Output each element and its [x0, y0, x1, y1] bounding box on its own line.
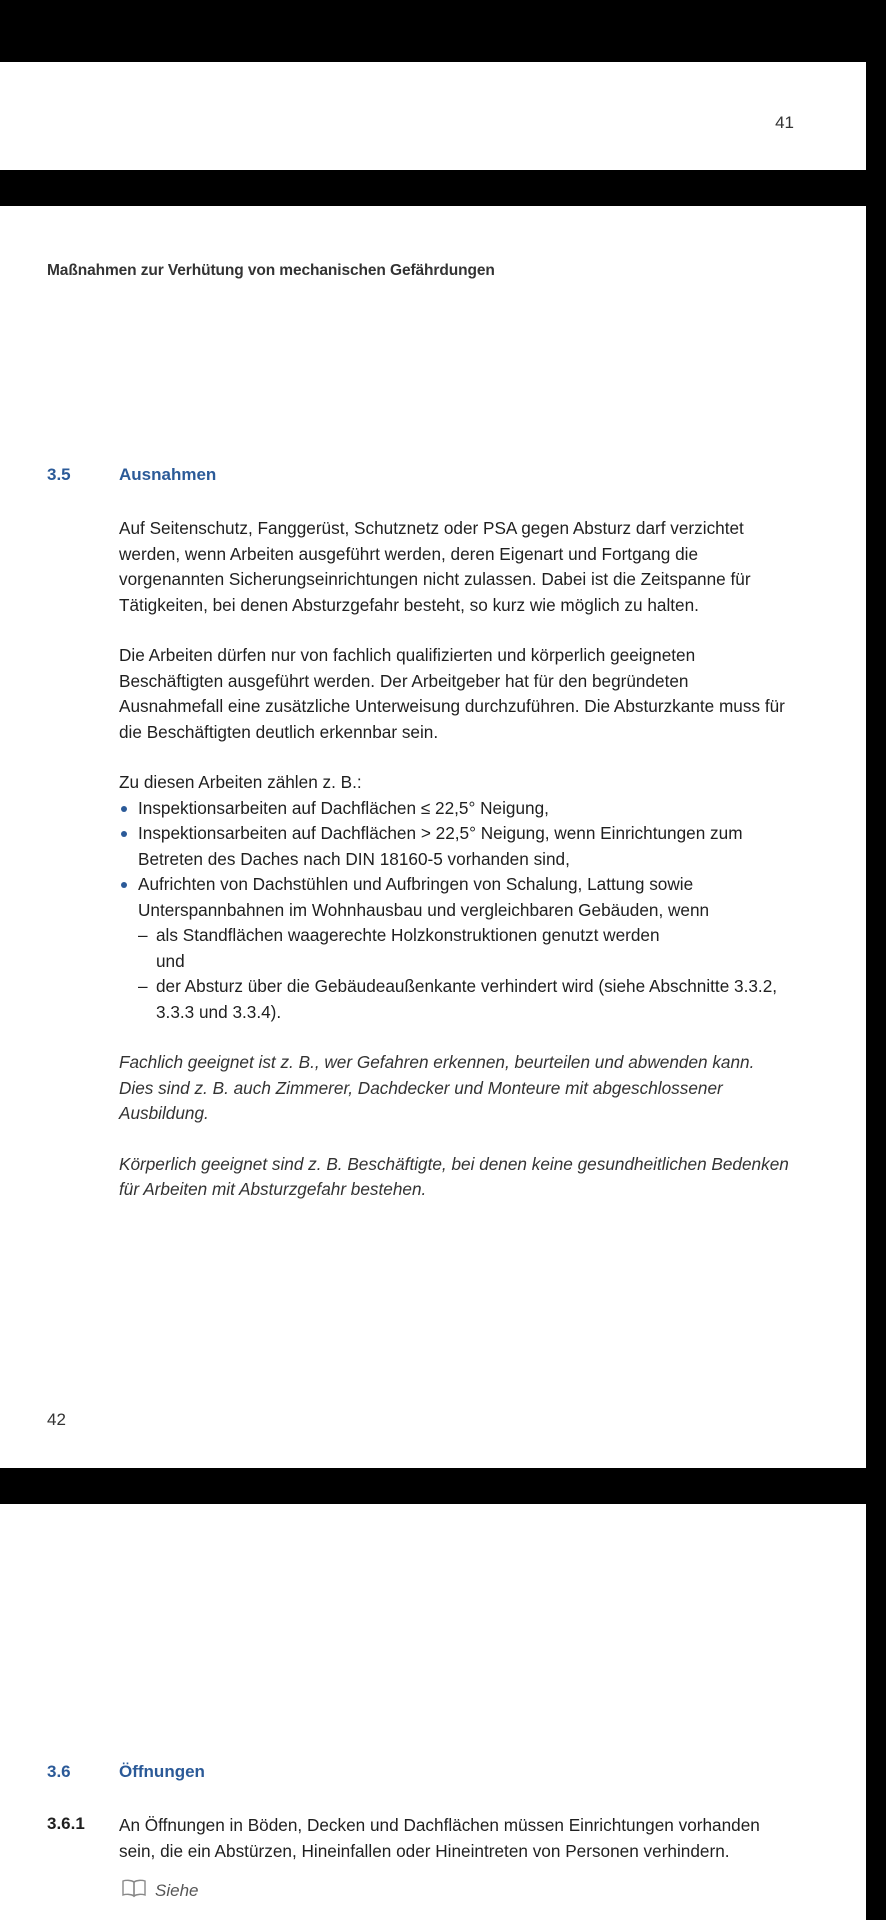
- section-title: Ausnahmen: [119, 465, 217, 484]
- sub-connector: und: [156, 950, 185, 971]
- list-item-text: Inspektionsarbeiten auf Dachflächen ≤ 22,5° Neigung,: [138, 797, 549, 818]
- sub-list-item: [138, 974, 791, 1025]
- page-number: 42: [47, 1410, 66, 1429]
- book-icon: [121, 1878, 147, 1903]
- section-number: 3.6: [47, 1762, 71, 1781]
- page-41-fragment: [0, 62, 866, 170]
- see-label: Siehe: [155, 1880, 199, 1900]
- subsection-text: An Öffnungen in Böden, Decken und Dachflächen müssen Einrichtungen vorhanden sein, die ein Abstürzen, Hineinfallen oder Hineintreten von Personen verhindern.: [119, 1815, 760, 1861]
- running-head: Maßnahmen zur Verhütung von mechanischen Gefährdungen: [47, 262, 495, 279]
- list-intro: Zu diesen Arbeiten zählen z. B.:: [119, 772, 362, 792]
- list-item-text: Inspektionsarbeiten auf Dachflächen > 22,5° Neigung, wenn Einrichtungen zum Betreten des Daches nach DIN 18160-5 vorhanden sind,: [138, 823, 743, 869]
- note-2: Körperlich geeignet sind z. B. Beschäftigte, bei denen keine gesundheitlichen Bedenken für Arbeiten mit Absturzgefahr bestehen.: [119, 1153, 789, 1199]
- note-1: Fachlich geeignet ist z. B., wer Gefahren erkennen, beurteilen und abwenden kann. Dies sind z. B. auch Zimmerer, Dachdecker und Monteure mit abgeschlossener Ausbildung.: [119, 1052, 755, 1123]
- page-43-fragment: [0, 1504, 866, 1920]
- section-title: Öffnungen: [119, 1762, 205, 1781]
- sub-list: [138, 923, 791, 1025]
- list-item: [119, 821, 791, 872]
- see-reference[interactable]: [121, 1878, 198, 1903]
- section-number: 3.5: [47, 465, 71, 484]
- page-number: 41: [775, 113, 794, 132]
- paragraph-2: Die Arbeiten dürfen nur von fachlich qualifizierten und körperlich geeigneten Beschäftigten ausgeführt werden. Der Arbeitgeber hat für den begründeten Ausnahmefall eine zusätzliche Unterweisung durchzuführen. Die Absturzkante muss für die Beschäftigten deutlich erkennbar sein.: [119, 645, 785, 742]
- list-item: [119, 796, 791, 822]
- sub-item-text: als Standflächen waagerechte Holzkonstruktionen genutzt werden: [156, 925, 660, 945]
- sub-list-item: [138, 923, 791, 974]
- paragraph-1: Auf Seitenschutz, Fanggerüst, Schutznetz oder PSA gegen Absturz darf verzichtet werden, wenn Arbeiten ausgeführt werden, deren Eigenart und Fortgang die vorgenannten Sicherungseinrichtungen nicht zulassen. Dabei ist die Zeitspanne für Tätigkeiten, bei denen Absturzgefahr besteht, so kurz wie möglich zu halten.: [119, 518, 751, 615]
- list-item: [119, 872, 791, 1025]
- section-body: [119, 516, 791, 1203]
- list-item-text: Aufrichten von Dachstühlen und Aufbringen von Schalung, Lattung sowie Unterspannbahnen im Wohnhausbau und vergleichbaren Gebäuden, wenn: [138, 874, 710, 920]
- bullet-list: [119, 796, 791, 1026]
- subsection-number: 3.6.1: [47, 1814, 85, 1833]
- page-42: [0, 206, 866, 1468]
- sub-item-text: der Absturz über die Gebäudeaußenkante verhindert wird (siehe Abschnitte 3.3.2, 3.3.3 und 3.3.4).: [156, 976, 778, 1022]
